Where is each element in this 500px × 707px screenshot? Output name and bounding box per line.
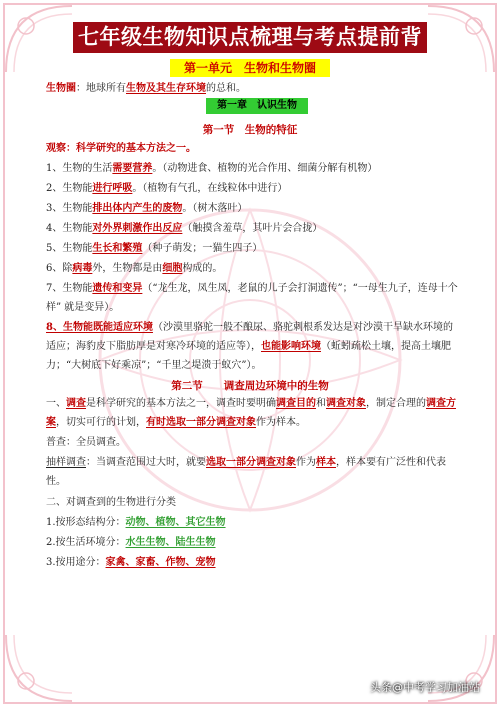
corner-ornament-icon	[4, 4, 74, 74]
key-point: 有时选取一部分调查对象	[146, 417, 256, 428]
key-point: 选取一部分调查对象	[206, 457, 296, 468]
term-label: 抽样调查	[46, 457, 86, 468]
key-point: 动物、植物、其它生物	[125, 517, 226, 528]
biosphere-definition	[46, 82, 460, 95]
text: 是科学研究的基本方法之一，调查时要明确	[86, 398, 276, 409]
text: 3、生物能	[46, 203, 93, 214]
text: 5、生物能	[46, 243, 93, 254]
text: 。（树木落叶）	[182, 203, 248, 214]
source-watermark: 头条@中考学习加油站	[370, 681, 480, 694]
key-point: 排出体内产生的废物	[92, 203, 183, 214]
text: 7、生物能	[46, 283, 93, 294]
text: （触摸含羞草，其叶片会合拢）	[182, 223, 323, 234]
text: ，样本要有广泛性和代表性。	[46, 457, 446, 487]
text: 6、除	[46, 263, 73, 274]
feature-item-8	[46, 318, 460, 375]
text: ，切实可行的计划，	[56, 417, 146, 428]
text: 4、生物能	[46, 223, 93, 234]
survey-definition	[46, 394, 460, 432]
key-point: 调查方案	[46, 398, 456, 428]
term-label: 生物圈	[46, 83, 76, 94]
classify-item-3	[46, 556, 460, 569]
page-title: 七年级生物知识点梳理与考点提前背	[73, 22, 427, 53]
text: 2、生物能	[46, 183, 93, 194]
text: （蚯蚓疏松土壤，提高土壤肥力；“大树底下好乘凉”；“千里之堤溃于蚁穴”）。	[46, 341, 451, 371]
text: 2.按生活环境分：	[46, 537, 126, 548]
key-point: 8、生物能既能适应环境	[46, 322, 153, 333]
feature-item-7	[46, 279, 460, 317]
key-point: 生物及其生存环境	[126, 83, 206, 94]
text: 3.按用途分：	[46, 557, 106, 568]
classify-heading: 二、对调查到的生物进行分类	[46, 497, 176, 508]
chapter-heading: 第一章 认识生物	[206, 98, 308, 114]
classify-item-2	[46, 536, 460, 549]
unit-heading: 第一单元 生物和生物圈	[170, 59, 330, 77]
text: 和	[316, 398, 326, 409]
feature-item-5	[46, 242, 460, 255]
text: 构成的。	[182, 263, 223, 274]
text: 一、	[46, 398, 66, 409]
text: （种子萌发；一猫生四子）	[142, 243, 263, 254]
sampling-note	[46, 453, 460, 491]
section-heading-1: 第一节 生物的特征	[202, 124, 298, 136]
feature-item-1	[46, 162, 460, 175]
key-point: 调查目的	[276, 398, 316, 409]
key-point: 病毒	[72, 263, 93, 274]
text: 。（动物进食、植物的光合作用、细菌分解有机物）	[152, 163, 378, 174]
text: 作为	[296, 457, 316, 468]
corner-ornament-icon	[4, 633, 74, 703]
observation-note: 观察：科学研究的基本方法之一。	[46, 143, 196, 154]
text: （沙漠里骆驼一般不酿尿、骆驼刺根系发达是对沙漠干旱缺水环境的适应；海豹皮下脂肪厚是对寒冷环境的适应等），	[46, 322, 453, 352]
key-point: 调查	[66, 398, 86, 409]
feature-item-6	[46, 262, 460, 275]
key-point: 也能影响环境	[261, 341, 321, 352]
key-point: 家禽、家畜、作物、宠物	[105, 557, 216, 568]
key-point: 进行呼吸	[92, 183, 133, 194]
text: （“龙生龙，凤生凤，老鼠的儿子会打洞遗传”；“一母生九子，连母十个样” 就是变异）。	[46, 283, 458, 313]
classify-item-1	[46, 516, 460, 529]
key-point: 调查对象	[326, 398, 366, 409]
text: ：当调查范围过大时，就要	[86, 457, 206, 468]
key-point: 需要营养	[112, 163, 153, 174]
text: 作为样本。	[256, 417, 306, 428]
key-point: 样本	[316, 457, 336, 468]
feature-item-3	[46, 202, 460, 215]
key-point: 细胞	[162, 263, 183, 274]
key-point: 对外界刺激作出反应	[92, 223, 183, 234]
key-point: 水生生物、陆生生物	[125, 537, 216, 548]
census-note: 普查：全员调查。	[46, 437, 126, 448]
section-heading-2: 第二节 调查周边环境中的生物	[171, 380, 329, 392]
corner-ornament-icon	[426, 4, 496, 74]
text: 外，生物都是由	[92, 263, 163, 274]
text: 的总和。	[206, 83, 246, 94]
key-point: 遗传和变异	[92, 283, 143, 294]
text: 1.按形态结构分：	[46, 517, 126, 528]
feature-item-2	[46, 182, 460, 195]
text: 。（植物有气孔，在线粒体中进行）	[132, 183, 288, 194]
feature-item-4	[46, 222, 460, 235]
key-point: 生长和繁殖	[92, 243, 143, 254]
text: ，制定合理的	[366, 398, 426, 409]
text: ：地球所有	[76, 83, 126, 94]
text: 1、生物的生活	[46, 163, 113, 174]
